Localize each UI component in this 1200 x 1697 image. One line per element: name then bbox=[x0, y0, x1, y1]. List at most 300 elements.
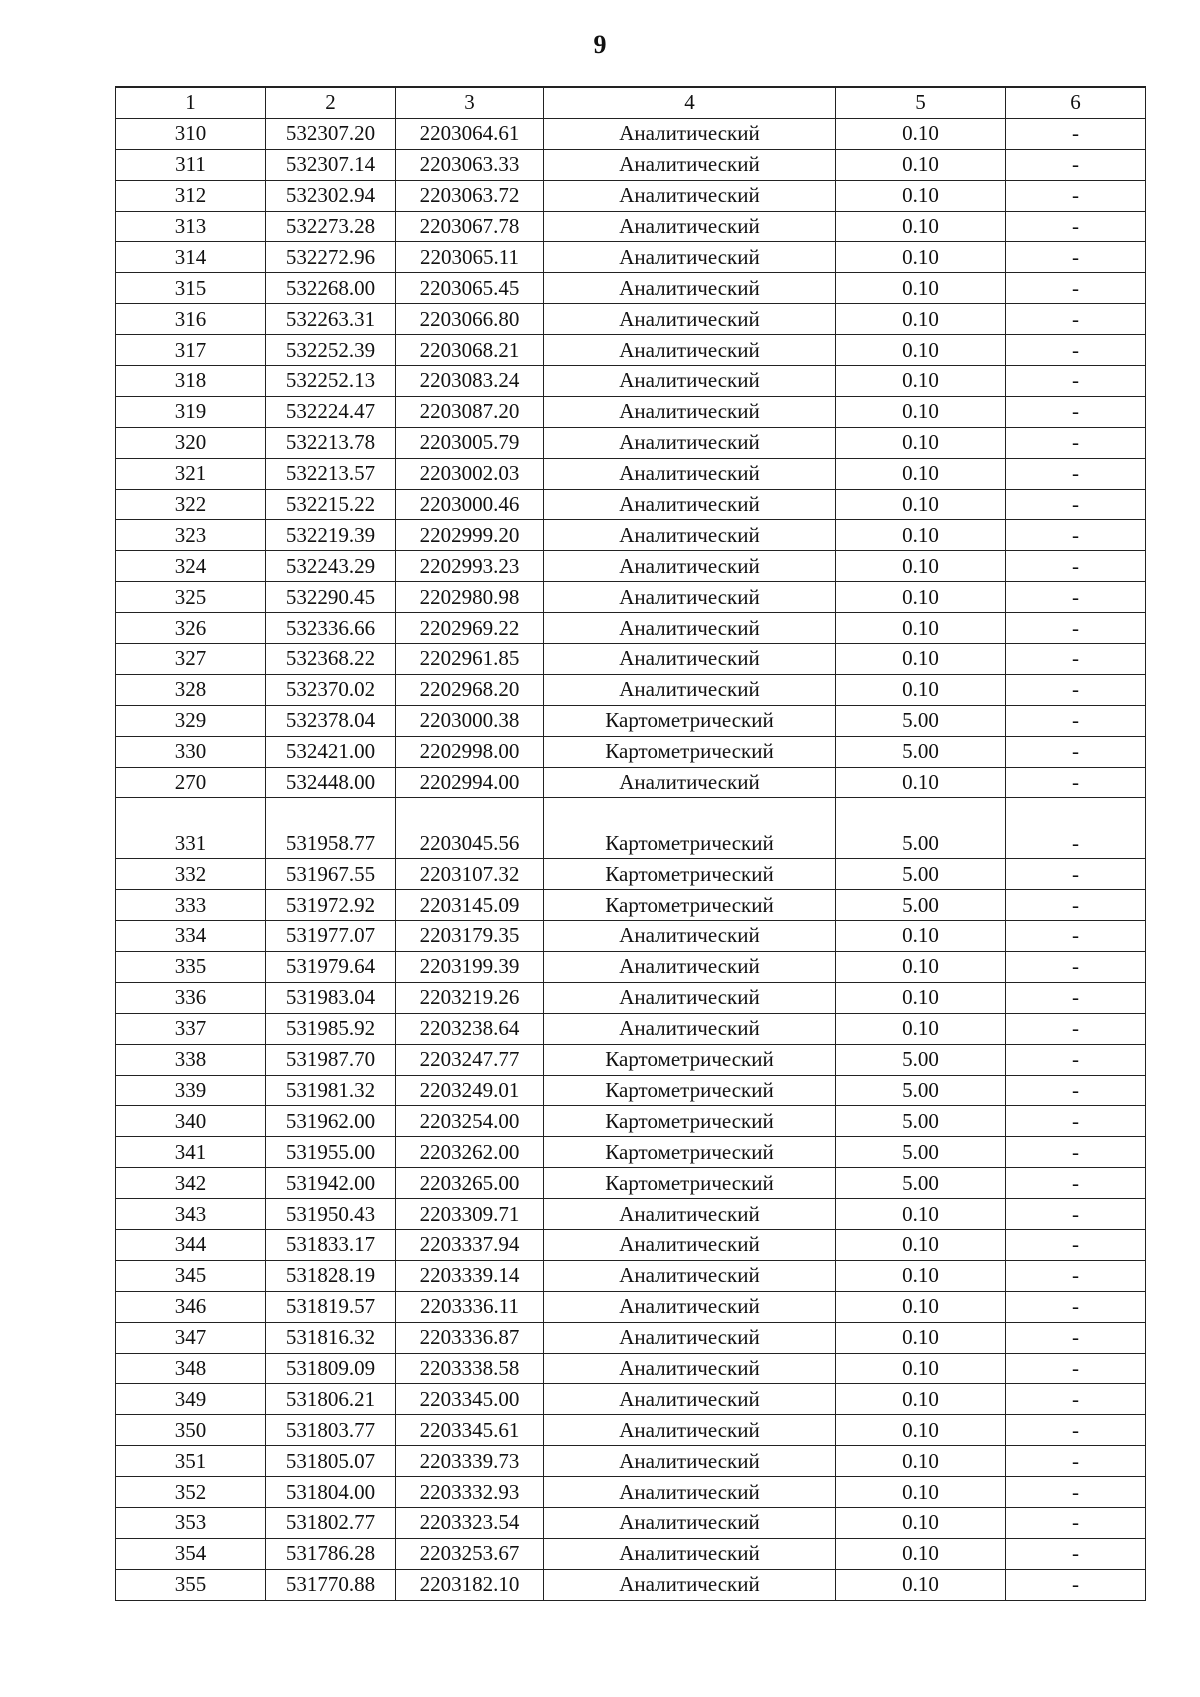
method-cell: Аналитический bbox=[544, 767, 836, 798]
accuracy-cell: 0.10 bbox=[836, 273, 1006, 304]
y-coordinate-cell: 2203339.73 bbox=[396, 1446, 544, 1477]
y-coordinate-cell: 2203002.03 bbox=[396, 458, 544, 489]
description-cell: - bbox=[1006, 674, 1146, 705]
method-cell: Картометрический bbox=[544, 859, 836, 890]
description-cell: - bbox=[1006, 828, 1146, 858]
method-cell: Картометрический bbox=[544, 1168, 836, 1199]
y-coordinate-cell: 2203247.77 bbox=[396, 1044, 544, 1075]
table-row bbox=[116, 1353, 1146, 1384]
table-row bbox=[116, 1106, 1146, 1137]
method-cell: Аналитический bbox=[544, 1260, 836, 1291]
point-number-cell: 349 bbox=[116, 1384, 266, 1415]
x-coordinate-cell: 531802.77 bbox=[266, 1507, 396, 1538]
point-number-cell: 320 bbox=[116, 427, 266, 458]
accuracy-cell: 5.00 bbox=[836, 890, 1006, 921]
point-number-cell: 329 bbox=[116, 705, 266, 736]
table-row bbox=[116, 1538, 1146, 1569]
x-coordinate-cell: 532213.78 bbox=[266, 427, 396, 458]
accuracy-cell: 0.10 bbox=[836, 1477, 1006, 1508]
accuracy-cell: 5.00 bbox=[836, 1044, 1006, 1075]
coordinates-table bbox=[115, 86, 1146, 1601]
method-cell: Аналитический bbox=[544, 551, 836, 582]
table-row bbox=[116, 1415, 1146, 1446]
method-cell: Аналитический bbox=[544, 180, 836, 211]
x-coordinate-cell: 532273.28 bbox=[266, 211, 396, 242]
x-coordinate-cell: 531950.43 bbox=[266, 1199, 396, 1230]
description-cell: - bbox=[1006, 118, 1146, 149]
table-row bbox=[116, 335, 1146, 366]
table-header bbox=[116, 87, 1146, 118]
table-row bbox=[116, 767, 1146, 798]
x-coordinate-cell: 531819.57 bbox=[266, 1291, 396, 1322]
x-coordinate-cell: 532224.47 bbox=[266, 396, 396, 427]
table-row bbox=[116, 644, 1146, 675]
accuracy-cell: 0.10 bbox=[836, 242, 1006, 273]
method-cell: Аналитический bbox=[544, 458, 836, 489]
table-row bbox=[116, 396, 1146, 427]
table-row bbox=[116, 1075, 1146, 1106]
table-row bbox=[116, 149, 1146, 180]
method-cell: Картометрический bbox=[544, 1044, 836, 1075]
x-coordinate-cell: 532219.39 bbox=[266, 520, 396, 551]
x-coordinate-cell: 532268.00 bbox=[266, 273, 396, 304]
accuracy-cell bbox=[836, 798, 1006, 828]
y-coordinate-cell: 2203249.01 bbox=[396, 1075, 544, 1106]
description-cell: - bbox=[1006, 458, 1146, 489]
description-cell: - bbox=[1006, 1538, 1146, 1569]
accuracy-cell: 5.00 bbox=[836, 828, 1006, 858]
point-number-cell: 339 bbox=[116, 1075, 266, 1106]
table-row bbox=[116, 458, 1146, 489]
table-row bbox=[116, 551, 1146, 582]
table-row bbox=[116, 982, 1146, 1013]
description-cell: - bbox=[1006, 520, 1146, 551]
point-number-cell: 345 bbox=[116, 1260, 266, 1291]
x-coordinate-cell: 532263.31 bbox=[266, 304, 396, 335]
method-cell: Аналитический bbox=[544, 211, 836, 242]
description-cell: - bbox=[1006, 273, 1146, 304]
point-number-cell: 310 bbox=[116, 118, 266, 149]
table-row bbox=[116, 489, 1146, 520]
y-coordinate-cell: 2203309.71 bbox=[396, 1199, 544, 1230]
description-cell: - bbox=[1006, 1507, 1146, 1538]
description-cell: - bbox=[1006, 921, 1146, 952]
method-cell: Аналитический bbox=[544, 273, 836, 304]
method-cell: Аналитический bbox=[544, 613, 836, 644]
x-coordinate-cell: 531977.07 bbox=[266, 921, 396, 952]
table-row bbox=[116, 890, 1146, 921]
y-coordinate-cell: 2203254.00 bbox=[396, 1106, 544, 1137]
method-cell: Картометрический bbox=[544, 1075, 836, 1106]
column-header-1: 1 bbox=[116, 87, 266, 118]
point-number-cell: 342 bbox=[116, 1168, 266, 1199]
x-coordinate-cell: 532302.94 bbox=[266, 180, 396, 211]
accuracy-cell: 0.10 bbox=[836, 366, 1006, 397]
table-row bbox=[116, 1260, 1146, 1291]
description-cell: - bbox=[1006, 582, 1146, 613]
method-cell: Аналитический bbox=[544, 520, 836, 551]
x-coordinate-cell: 531981.32 bbox=[266, 1075, 396, 1106]
table-row bbox=[116, 180, 1146, 211]
accuracy-cell: 0.10 bbox=[836, 767, 1006, 798]
x-coordinate-cell: 531809.09 bbox=[266, 1353, 396, 1384]
accuracy-cell: 5.00 bbox=[836, 1137, 1006, 1168]
method-cell: Аналитический bbox=[544, 489, 836, 520]
y-coordinate-cell: 2203336.11 bbox=[396, 1291, 544, 1322]
y-coordinate-cell: 2203337.94 bbox=[396, 1229, 544, 1260]
y-coordinate-cell: 2203323.54 bbox=[396, 1507, 544, 1538]
x-coordinate-cell: 532307.20 bbox=[266, 118, 396, 149]
method-cell: Аналитический bbox=[544, 1415, 836, 1446]
column-header-5: 5 bbox=[836, 87, 1006, 118]
x-coordinate-cell: 531816.32 bbox=[266, 1322, 396, 1353]
point-number-cell: 351 bbox=[116, 1446, 266, 1477]
table-row bbox=[116, 921, 1146, 952]
point-number-cell: 355 bbox=[116, 1569, 266, 1600]
table-row bbox=[116, 674, 1146, 705]
header-row bbox=[116, 87, 1146, 118]
column-header-3: 3 bbox=[396, 87, 544, 118]
accuracy-cell: 0.10 bbox=[836, 982, 1006, 1013]
accuracy-cell: 0.10 bbox=[836, 1229, 1006, 1260]
table-row bbox=[116, 273, 1146, 304]
description-cell: - bbox=[1006, 366, 1146, 397]
y-coordinate-cell: 2203182.10 bbox=[396, 1569, 544, 1600]
method-cell: Аналитический bbox=[544, 982, 836, 1013]
description-cell: - bbox=[1006, 180, 1146, 211]
y-coordinate-cell: 2203145.09 bbox=[396, 890, 544, 921]
point-number-cell: 335 bbox=[116, 951, 266, 982]
point-number-cell bbox=[116, 798, 266, 828]
point-number-cell: 318 bbox=[116, 366, 266, 397]
table-separator-row bbox=[116, 798, 1146, 828]
accuracy-cell: 0.10 bbox=[836, 1569, 1006, 1600]
point-number-cell: 343 bbox=[116, 1199, 266, 1230]
accuracy-cell: 0.10 bbox=[836, 149, 1006, 180]
y-coordinate-cell: 2203067.78 bbox=[396, 211, 544, 242]
table-row bbox=[116, 1446, 1146, 1477]
point-number-cell: 270 bbox=[116, 767, 266, 798]
y-coordinate-cell: 2203345.00 bbox=[396, 1384, 544, 1415]
table-row bbox=[116, 1168, 1146, 1199]
y-coordinate-cell: 2203063.33 bbox=[396, 149, 544, 180]
method-cell: Аналитический bbox=[544, 1013, 836, 1044]
point-number-cell: 311 bbox=[116, 149, 266, 180]
table-row bbox=[116, 705, 1146, 736]
method-cell: Аналитический bbox=[544, 674, 836, 705]
accuracy-cell: 0.10 bbox=[836, 335, 1006, 366]
description-cell: - bbox=[1006, 242, 1146, 273]
description-cell: - bbox=[1006, 1229, 1146, 1260]
y-coordinate-cell: 2203265.00 bbox=[396, 1168, 544, 1199]
point-number-cell: 334 bbox=[116, 921, 266, 952]
accuracy-cell: 0.10 bbox=[836, 1538, 1006, 1569]
y-coordinate-cell: 2202994.00 bbox=[396, 767, 544, 798]
x-coordinate-cell: 532378.04 bbox=[266, 705, 396, 736]
table-row bbox=[116, 859, 1146, 890]
point-number-cell: 314 bbox=[116, 242, 266, 273]
x-coordinate-cell: 531786.28 bbox=[266, 1538, 396, 1569]
point-number-cell: 347 bbox=[116, 1322, 266, 1353]
table-row bbox=[116, 304, 1146, 335]
accuracy-cell: 5.00 bbox=[836, 1106, 1006, 1137]
y-coordinate-cell: 2202980.98 bbox=[396, 582, 544, 613]
method-cell bbox=[544, 798, 836, 828]
point-number-cell: 324 bbox=[116, 551, 266, 582]
point-number-cell: 354 bbox=[116, 1538, 266, 1569]
y-coordinate-cell: 2202998.00 bbox=[396, 736, 544, 767]
method-cell: Картометрический bbox=[544, 705, 836, 736]
column-header-6: 6 bbox=[1006, 87, 1146, 118]
table-row bbox=[116, 1199, 1146, 1230]
table-row bbox=[116, 1507, 1146, 1538]
point-number-cell: 328 bbox=[116, 674, 266, 705]
description-cell: - bbox=[1006, 489, 1146, 520]
method-cell: Аналитический bbox=[544, 951, 836, 982]
description-cell: - bbox=[1006, 211, 1146, 242]
x-coordinate-cell: 531770.88 bbox=[266, 1569, 396, 1600]
description-cell: - bbox=[1006, 951, 1146, 982]
x-coordinate-cell: 531955.00 bbox=[266, 1137, 396, 1168]
y-coordinate-cell: 2203345.61 bbox=[396, 1415, 544, 1446]
table-row bbox=[116, 211, 1146, 242]
table-row bbox=[116, 1291, 1146, 1322]
description-cell: - bbox=[1006, 1415, 1146, 1446]
x-coordinate-cell: 531979.64 bbox=[266, 951, 396, 982]
description-cell: - bbox=[1006, 859, 1146, 890]
x-coordinate-cell: 532252.39 bbox=[266, 335, 396, 366]
point-number-cell: 323 bbox=[116, 520, 266, 551]
y-coordinate-cell: 2202968.20 bbox=[396, 674, 544, 705]
accuracy-cell: 0.10 bbox=[836, 674, 1006, 705]
y-coordinate-cell: 2203339.14 bbox=[396, 1260, 544, 1291]
point-number-cell: 317 bbox=[116, 335, 266, 366]
method-cell: Аналитический bbox=[544, 1507, 836, 1538]
accuracy-cell: 0.10 bbox=[836, 1260, 1006, 1291]
table-row bbox=[116, 520, 1146, 551]
column-header-2: 2 bbox=[266, 87, 396, 118]
x-coordinate-cell: 531962.00 bbox=[266, 1106, 396, 1137]
x-coordinate-cell: 531972.92 bbox=[266, 890, 396, 921]
accuracy-cell: 0.10 bbox=[836, 1353, 1006, 1384]
y-coordinate-cell: 2202993.23 bbox=[396, 551, 544, 582]
y-coordinate-cell: 2203332.93 bbox=[396, 1477, 544, 1508]
accuracy-cell: 0.10 bbox=[836, 1507, 1006, 1538]
x-coordinate-cell: 532448.00 bbox=[266, 767, 396, 798]
y-coordinate-cell: 2203065.11 bbox=[396, 242, 544, 273]
accuracy-cell: 5.00 bbox=[836, 705, 1006, 736]
description-cell: - bbox=[1006, 396, 1146, 427]
method-cell: Картометрический bbox=[544, 1137, 836, 1168]
table-row bbox=[116, 1569, 1146, 1600]
method-cell: Аналитический bbox=[544, 396, 836, 427]
table-row bbox=[116, 736, 1146, 767]
y-coordinate-cell: 2203063.72 bbox=[396, 180, 544, 211]
description-cell: - bbox=[1006, 1260, 1146, 1291]
method-cell: Аналитический bbox=[544, 118, 836, 149]
x-coordinate-cell: 532307.14 bbox=[266, 149, 396, 180]
table-body bbox=[116, 118, 1146, 1600]
description-cell: - bbox=[1006, 335, 1146, 366]
y-coordinate-cell: 2202999.20 bbox=[396, 520, 544, 551]
point-number-cell: 352 bbox=[116, 1477, 266, 1508]
description-cell: - bbox=[1006, 1446, 1146, 1477]
description-cell: - bbox=[1006, 890, 1146, 921]
table-row bbox=[116, 366, 1146, 397]
point-number-cell: 331 bbox=[116, 828, 266, 858]
accuracy-cell: 0.10 bbox=[836, 180, 1006, 211]
accuracy-cell: 5.00 bbox=[836, 1168, 1006, 1199]
accuracy-cell: 0.10 bbox=[836, 582, 1006, 613]
method-cell: Аналитический bbox=[544, 1477, 836, 1508]
description-cell: - bbox=[1006, 427, 1146, 458]
method-cell: Аналитический bbox=[544, 242, 836, 273]
y-coordinate-cell: 2203005.79 bbox=[396, 427, 544, 458]
description-cell: - bbox=[1006, 1137, 1146, 1168]
table-row bbox=[116, 118, 1146, 149]
y-coordinate-cell bbox=[396, 798, 544, 828]
table-row bbox=[116, 1477, 1146, 1508]
method-cell: Аналитический bbox=[544, 304, 836, 335]
method-cell: Аналитический bbox=[544, 644, 836, 675]
point-number-cell: 346 bbox=[116, 1291, 266, 1322]
x-coordinate-cell: 531833.17 bbox=[266, 1229, 396, 1260]
method-cell: Аналитический bbox=[544, 335, 836, 366]
accuracy-cell: 0.10 bbox=[836, 921, 1006, 952]
description-cell: - bbox=[1006, 1569, 1146, 1600]
accuracy-cell: 0.10 bbox=[836, 458, 1006, 489]
table-row bbox=[116, 582, 1146, 613]
y-coordinate-cell: 2203068.21 bbox=[396, 335, 544, 366]
method-cell: Картометрический bbox=[544, 828, 836, 858]
accuracy-cell: 0.10 bbox=[836, 1384, 1006, 1415]
table-row bbox=[116, 1137, 1146, 1168]
point-number-cell: 313 bbox=[116, 211, 266, 242]
accuracy-cell: 0.10 bbox=[836, 551, 1006, 582]
point-number-cell: 344 bbox=[116, 1229, 266, 1260]
point-number-cell: 319 bbox=[116, 396, 266, 427]
column-header-4: 4 bbox=[544, 87, 836, 118]
y-coordinate-cell: 2203199.39 bbox=[396, 951, 544, 982]
accuracy-cell: 0.10 bbox=[836, 613, 1006, 644]
y-coordinate-cell: 2203262.00 bbox=[396, 1137, 544, 1168]
y-coordinate-cell: 2203238.64 bbox=[396, 1013, 544, 1044]
method-cell: Аналитический bbox=[544, 582, 836, 613]
description-cell: - bbox=[1006, 1322, 1146, 1353]
y-coordinate-cell: 2203253.67 bbox=[396, 1538, 544, 1569]
accuracy-cell: 0.10 bbox=[836, 1291, 1006, 1322]
x-coordinate-cell: 532272.96 bbox=[266, 242, 396, 273]
point-number-cell: 325 bbox=[116, 582, 266, 613]
x-coordinate-cell: 531967.55 bbox=[266, 859, 396, 890]
description-cell bbox=[1006, 798, 1146, 828]
point-number-cell: 340 bbox=[116, 1106, 266, 1137]
description-cell: - bbox=[1006, 1291, 1146, 1322]
description-cell: - bbox=[1006, 1199, 1146, 1230]
accuracy-cell: 0.10 bbox=[836, 951, 1006, 982]
method-cell: Аналитический bbox=[544, 921, 836, 952]
accuracy-cell: 0.10 bbox=[836, 304, 1006, 335]
accuracy-cell: 0.10 bbox=[836, 520, 1006, 551]
method-cell: Аналитический bbox=[544, 1384, 836, 1415]
x-coordinate-cell: 531828.19 bbox=[266, 1260, 396, 1291]
accuracy-cell: 0.10 bbox=[836, 1013, 1006, 1044]
accuracy-cell: 0.10 bbox=[836, 1446, 1006, 1477]
description-cell: - bbox=[1006, 1168, 1146, 1199]
method-cell: Аналитический bbox=[544, 1291, 836, 1322]
table-row bbox=[116, 1044, 1146, 1075]
description-cell: - bbox=[1006, 613, 1146, 644]
description-cell: - bbox=[1006, 1013, 1146, 1044]
point-number-cell: 336 bbox=[116, 982, 266, 1013]
point-number-cell: 332 bbox=[116, 859, 266, 890]
method-cell: Картометрический bbox=[544, 736, 836, 767]
method-cell: Аналитический bbox=[544, 149, 836, 180]
description-cell: - bbox=[1006, 1106, 1146, 1137]
x-coordinate-cell: 531803.77 bbox=[266, 1415, 396, 1446]
table-row bbox=[116, 242, 1146, 273]
accuracy-cell: 5.00 bbox=[836, 859, 1006, 890]
x-coordinate-cell: 532215.22 bbox=[266, 489, 396, 520]
description-cell: - bbox=[1006, 982, 1146, 1013]
description-cell: - bbox=[1006, 149, 1146, 180]
description-cell: - bbox=[1006, 304, 1146, 335]
description-cell: - bbox=[1006, 1353, 1146, 1384]
x-coordinate-cell: 532370.02 bbox=[266, 674, 396, 705]
method-cell: Картометрический bbox=[544, 1106, 836, 1137]
method-cell: Аналитический bbox=[544, 427, 836, 458]
description-cell: - bbox=[1006, 1477, 1146, 1508]
table-row bbox=[116, 828, 1146, 858]
description-cell: - bbox=[1006, 705, 1146, 736]
point-number-cell: 330 bbox=[116, 736, 266, 767]
method-cell: Аналитический bbox=[544, 1353, 836, 1384]
description-cell: - bbox=[1006, 767, 1146, 798]
description-cell: - bbox=[1006, 1075, 1146, 1106]
table-row bbox=[116, 951, 1146, 982]
x-coordinate-cell: 532213.57 bbox=[266, 458, 396, 489]
y-coordinate-cell: 2203338.58 bbox=[396, 1353, 544, 1384]
x-coordinate-cell: 532421.00 bbox=[266, 736, 396, 767]
point-number-cell: 315 bbox=[116, 273, 266, 304]
point-number-cell: 312 bbox=[116, 180, 266, 211]
accuracy-cell: 0.10 bbox=[836, 644, 1006, 675]
table-row bbox=[116, 427, 1146, 458]
point-number-cell: 337 bbox=[116, 1013, 266, 1044]
x-coordinate-cell: 531806.21 bbox=[266, 1384, 396, 1415]
description-cell: - bbox=[1006, 644, 1146, 675]
y-coordinate-cell: 2203000.46 bbox=[396, 489, 544, 520]
method-cell: Аналитический bbox=[544, 1446, 836, 1477]
method-cell: Аналитический bbox=[544, 1538, 836, 1569]
accuracy-cell: 0.10 bbox=[836, 489, 1006, 520]
y-coordinate-cell: 2203065.45 bbox=[396, 273, 544, 304]
accuracy-cell: 0.10 bbox=[836, 427, 1006, 458]
table-row bbox=[116, 1229, 1146, 1260]
point-number-cell: 348 bbox=[116, 1353, 266, 1384]
accuracy-cell: 0.10 bbox=[836, 211, 1006, 242]
x-coordinate-cell: 532336.66 bbox=[266, 613, 396, 644]
x-coordinate-cell: 531987.70 bbox=[266, 1044, 396, 1075]
accuracy-cell: 5.00 bbox=[836, 736, 1006, 767]
y-coordinate-cell: 2203083.24 bbox=[396, 366, 544, 397]
method-cell: Аналитический bbox=[544, 366, 836, 397]
point-number-cell: 333 bbox=[116, 890, 266, 921]
y-coordinate-cell: 2203336.87 bbox=[396, 1322, 544, 1353]
point-number-cell: 316 bbox=[116, 304, 266, 335]
x-coordinate-cell: 531942.00 bbox=[266, 1168, 396, 1199]
x-coordinate-cell: 531958.77 bbox=[266, 828, 396, 858]
